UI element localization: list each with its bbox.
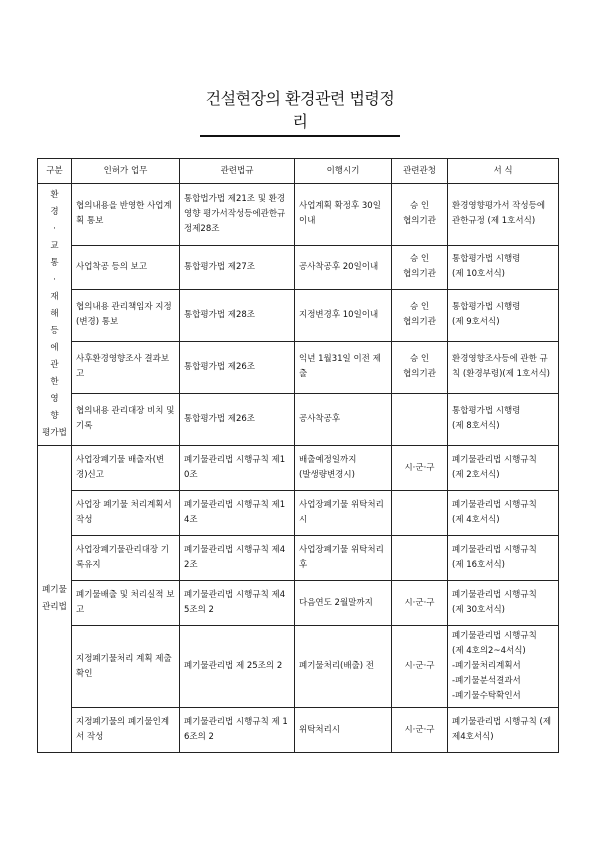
category-label: 폐기물: [42, 585, 67, 595]
law-text: 통합평가법 제26조: [184, 413, 255, 424]
category-label: 향: [50, 411, 59, 421]
category-label: 환: [50, 190, 59, 200]
law-cell: [180, 708, 295, 753]
authority-text: 승 인: [409, 201, 430, 212]
authority-cell: [392, 341, 448, 393]
law-text: 폐기물관리법 제 25조의 2: [184, 661, 283, 671]
authority-cell: [392, 289, 448, 341]
category-label: 영: [50, 394, 59, 404]
task-text: 폐기물배출 및 처리실적 보고: [76, 590, 175, 615]
regulation-table: [37, 158, 559, 753]
forms-cell: [448, 626, 559, 708]
timing-cell: [295, 626, 392, 708]
form-text: (제 4호의2~4서식): [452, 646, 526, 656]
form-text: (제 10호서식): [452, 269, 505, 280]
authority-cell: [392, 626, 448, 708]
law-text: 통합법가법 제21조 및 환경영향 평가서작성등에관한규정제28조: [184, 193, 286, 234]
form-text: -폐기물분석결과서: [452, 676, 521, 686]
table-row: [38, 393, 559, 445]
form-text: 폐기물관리법 시행규칙: [452, 631, 537, 641]
timing-text: 사업장폐기물 위탁처리후: [299, 545, 384, 570]
task-text: 사업장 폐기물 처리계획서 작성: [76, 500, 172, 525]
category-label: 관리법: [42, 602, 67, 612]
authority-text: 시·군·구: [404, 597, 435, 608]
forms-cell: [448, 536, 559, 581]
timing-text: 위탁처리시: [299, 724, 341, 735]
timing-cell: [295, 341, 392, 393]
authority-text: 승 인: [409, 354, 430, 365]
authority-cell: [392, 581, 448, 626]
authority-text: 협의기관: [403, 216, 436, 227]
form-text: (제 9호서식): [452, 317, 500, 328]
table-header-row: [38, 159, 559, 184]
task-cell: [72, 536, 180, 581]
law-cell: [180, 626, 295, 708]
task-cell: [72, 184, 180, 246]
category-label: 해: [50, 309, 59, 319]
category-label: 평가법: [42, 428, 67, 438]
column-header: 이행시기: [295, 159, 392, 184]
category-cell: [38, 184, 72, 446]
form-text: 통합평가법 시행령: [452, 254, 521, 265]
forms-cell: [448, 491, 559, 536]
table-row: [38, 289, 559, 341]
forms-cell: [448, 341, 559, 393]
table-row: [38, 341, 559, 393]
law-cell: [180, 184, 295, 246]
authority-text: 협의기관: [403, 369, 436, 380]
law-cell: [180, 341, 295, 393]
forms-cell: [448, 184, 559, 246]
forms-cell: [448, 581, 559, 626]
form-text: (제 8호서식): [452, 421, 500, 432]
form-text: 통합평가법 시행령: [452, 406, 521, 417]
law-text: 폐기물관리법 시행규칙 제14조: [184, 500, 286, 525]
authority-cell: [392, 245, 448, 289]
task-text: 지정폐기물처리 계획 제출확인: [76, 653, 172, 679]
forms-cell: [448, 446, 559, 491]
timing-text: 다음연도 2월말까지: [299, 597, 373, 608]
task-text: 사업장폐기물관리대장 기록유지: [76, 545, 170, 570]
form-text: 폐기물관리법 시행규칙: [452, 500, 537, 510]
table-row: [38, 626, 559, 708]
task-cell: [72, 708, 180, 753]
column-header: 구분: [38, 159, 72, 184]
form-text: 폐기물관리법 시행규칙 (제 제4호서식): [452, 717, 552, 742]
form-text: (제 16호서식): [452, 560, 505, 570]
task-cell: [72, 626, 180, 708]
forms-cell: [448, 245, 559, 289]
timing-cell: [295, 581, 392, 626]
table-row: [38, 581, 559, 626]
task-cell: [72, 581, 180, 626]
forms-cell: [448, 289, 559, 341]
law-cell: [180, 245, 295, 289]
column-header: 서 식: [448, 159, 559, 184]
timing-text: 사업장폐기물 위탁처리시: [299, 500, 384, 525]
column-header: 관련관청: [392, 159, 448, 184]
task-cell: [72, 245, 180, 289]
timing-text: 배출예정일까지: [299, 455, 357, 465]
task-cell: [72, 491, 180, 536]
authority-text: 승 인: [409, 302, 430, 313]
timing-cell: [295, 491, 392, 536]
task-text: 사업착공 등의 보고: [76, 261, 148, 272]
table-row: [38, 491, 559, 536]
table-row: [38, 245, 559, 289]
table-row: [38, 536, 559, 581]
timing-text: 지정변경후 10일이내: [299, 309, 379, 320]
form-text: (제 4호서식): [452, 515, 500, 525]
timing-cell: [295, 245, 392, 289]
timing-cell: [295, 708, 392, 753]
authority-text: 시·군·구: [404, 661, 435, 671]
law-cell: [180, 581, 295, 626]
law-text: 폐기물관리법 시행규칙 제10조: [184, 455, 286, 480]
timing-text: 공사착공후: [299, 413, 341, 424]
authority-text: 협의기관: [403, 317, 436, 328]
category-label: 교: [50, 241, 59, 251]
timing-cell: [295, 446, 392, 491]
authority-cell: [392, 491, 448, 536]
authority-text: 시·군·구: [404, 462, 435, 473]
category-label: 재: [50, 292, 59, 302]
table-row: [38, 184, 559, 246]
task-cell: [72, 341, 180, 393]
form-text: (제 2호서식): [452, 470, 500, 480]
authority-cell: [392, 446, 448, 491]
authority-cell: [392, 708, 448, 753]
category-label: 등: [50, 326, 59, 336]
form-text: 환경영향조사등에 관한 규칙 (환경부령)(제 1호서식): [452, 354, 550, 380]
authority-text: 협의기관: [403, 269, 436, 280]
law-cell: [180, 536, 295, 581]
authority-cell: [392, 393, 448, 445]
form-text: 폐기물관리법 시행규칙: [452, 545, 537, 555]
timing-cell: [295, 289, 392, 341]
table-row: [38, 708, 559, 753]
timing-text: 공사착공후 20일이내: [299, 261, 379, 272]
law-cell: [180, 393, 295, 445]
category-cell: [38, 446, 72, 753]
timing-text: 익년 1월31일 이전 제출: [299, 354, 381, 380]
law-text: 폐기물관리법 시행규칙 제 16조의 2: [184, 717, 288, 742]
timing-cell: [295, 536, 392, 581]
timing-text: 사업계획 확정후 30일 이내: [299, 201, 381, 227]
task-text: 사후환경영향조사 결과보고: [76, 354, 170, 380]
timing-text: 폐기물처리(배출) 전: [299, 661, 375, 671]
task-text: 협의내용 관리대장 비치 및 기록: [76, 406, 175, 432]
form-text: -폐기물처리계획서: [452, 661, 521, 671]
forms-cell: [448, 393, 559, 445]
form-text: 통합평가법 시행령: [452, 302, 521, 313]
timing-cell: [295, 184, 392, 246]
timing-cell: [295, 393, 392, 445]
law-text: 폐기물관리법 시행규칙 제42조: [184, 545, 286, 570]
forms-cell: [448, 708, 559, 753]
form-text: 폐기물관리법 시행규칙: [452, 455, 537, 465]
authority-cell: [392, 184, 448, 246]
task-text: 지정폐기물의 폐기물인계서 작성: [76, 717, 170, 742]
authority-text: 승 인: [409, 254, 430, 265]
timing-text: (발생량변경시): [299, 470, 355, 480]
category-label: 관: [50, 360, 59, 370]
task-cell: [72, 446, 180, 491]
column-header: 관련법규: [180, 159, 295, 184]
task-cell: [72, 289, 180, 341]
category-label: 통: [50, 258, 59, 268]
law-text: 폐기물관리법 시행규칙 제45조의 2: [184, 590, 286, 615]
document-title: 건설현장의 환경관련 법령정리: [200, 86, 400, 137]
law-text: 통합평가법 제26조: [184, 361, 255, 372]
column-header: 인허가 업무: [72, 159, 180, 184]
authority-cell: [392, 536, 448, 581]
task-cell: [72, 393, 180, 445]
law-text: 통합평가법 제28조: [184, 309, 255, 320]
task-text: 사업장폐기물 배출자(변경)신고: [76, 455, 165, 480]
form-text: -폐기물수탁확인서: [452, 691, 521, 701]
category-label: 한: [50, 377, 59, 387]
law-cell: [180, 289, 295, 341]
law-cell: [180, 446, 295, 491]
category-label: 에: [50, 343, 59, 353]
task-text: 협의내용 관리책임자 지정(변경) 통보: [76, 302, 172, 328]
law-text: 통합평가법 제27조: [184, 261, 255, 272]
category-label: 경: [50, 207, 59, 217]
form-text: 폐기물관리법 시행규칙: [452, 590, 537, 600]
law-cell: [180, 491, 295, 536]
category-label: ·: [53, 275, 56, 285]
category-label: ·: [53, 224, 56, 234]
form-text: (제 30호서식): [452, 605, 505, 615]
authority-text: 시·군·구: [404, 724, 435, 735]
form-text: 환경영향평가서 작성등에 관한규정 (제 1호서식): [452, 201, 546, 227]
table-row: [38, 446, 559, 491]
task-text: 협의내용을 반영한 사업계획 통보: [76, 201, 172, 227]
